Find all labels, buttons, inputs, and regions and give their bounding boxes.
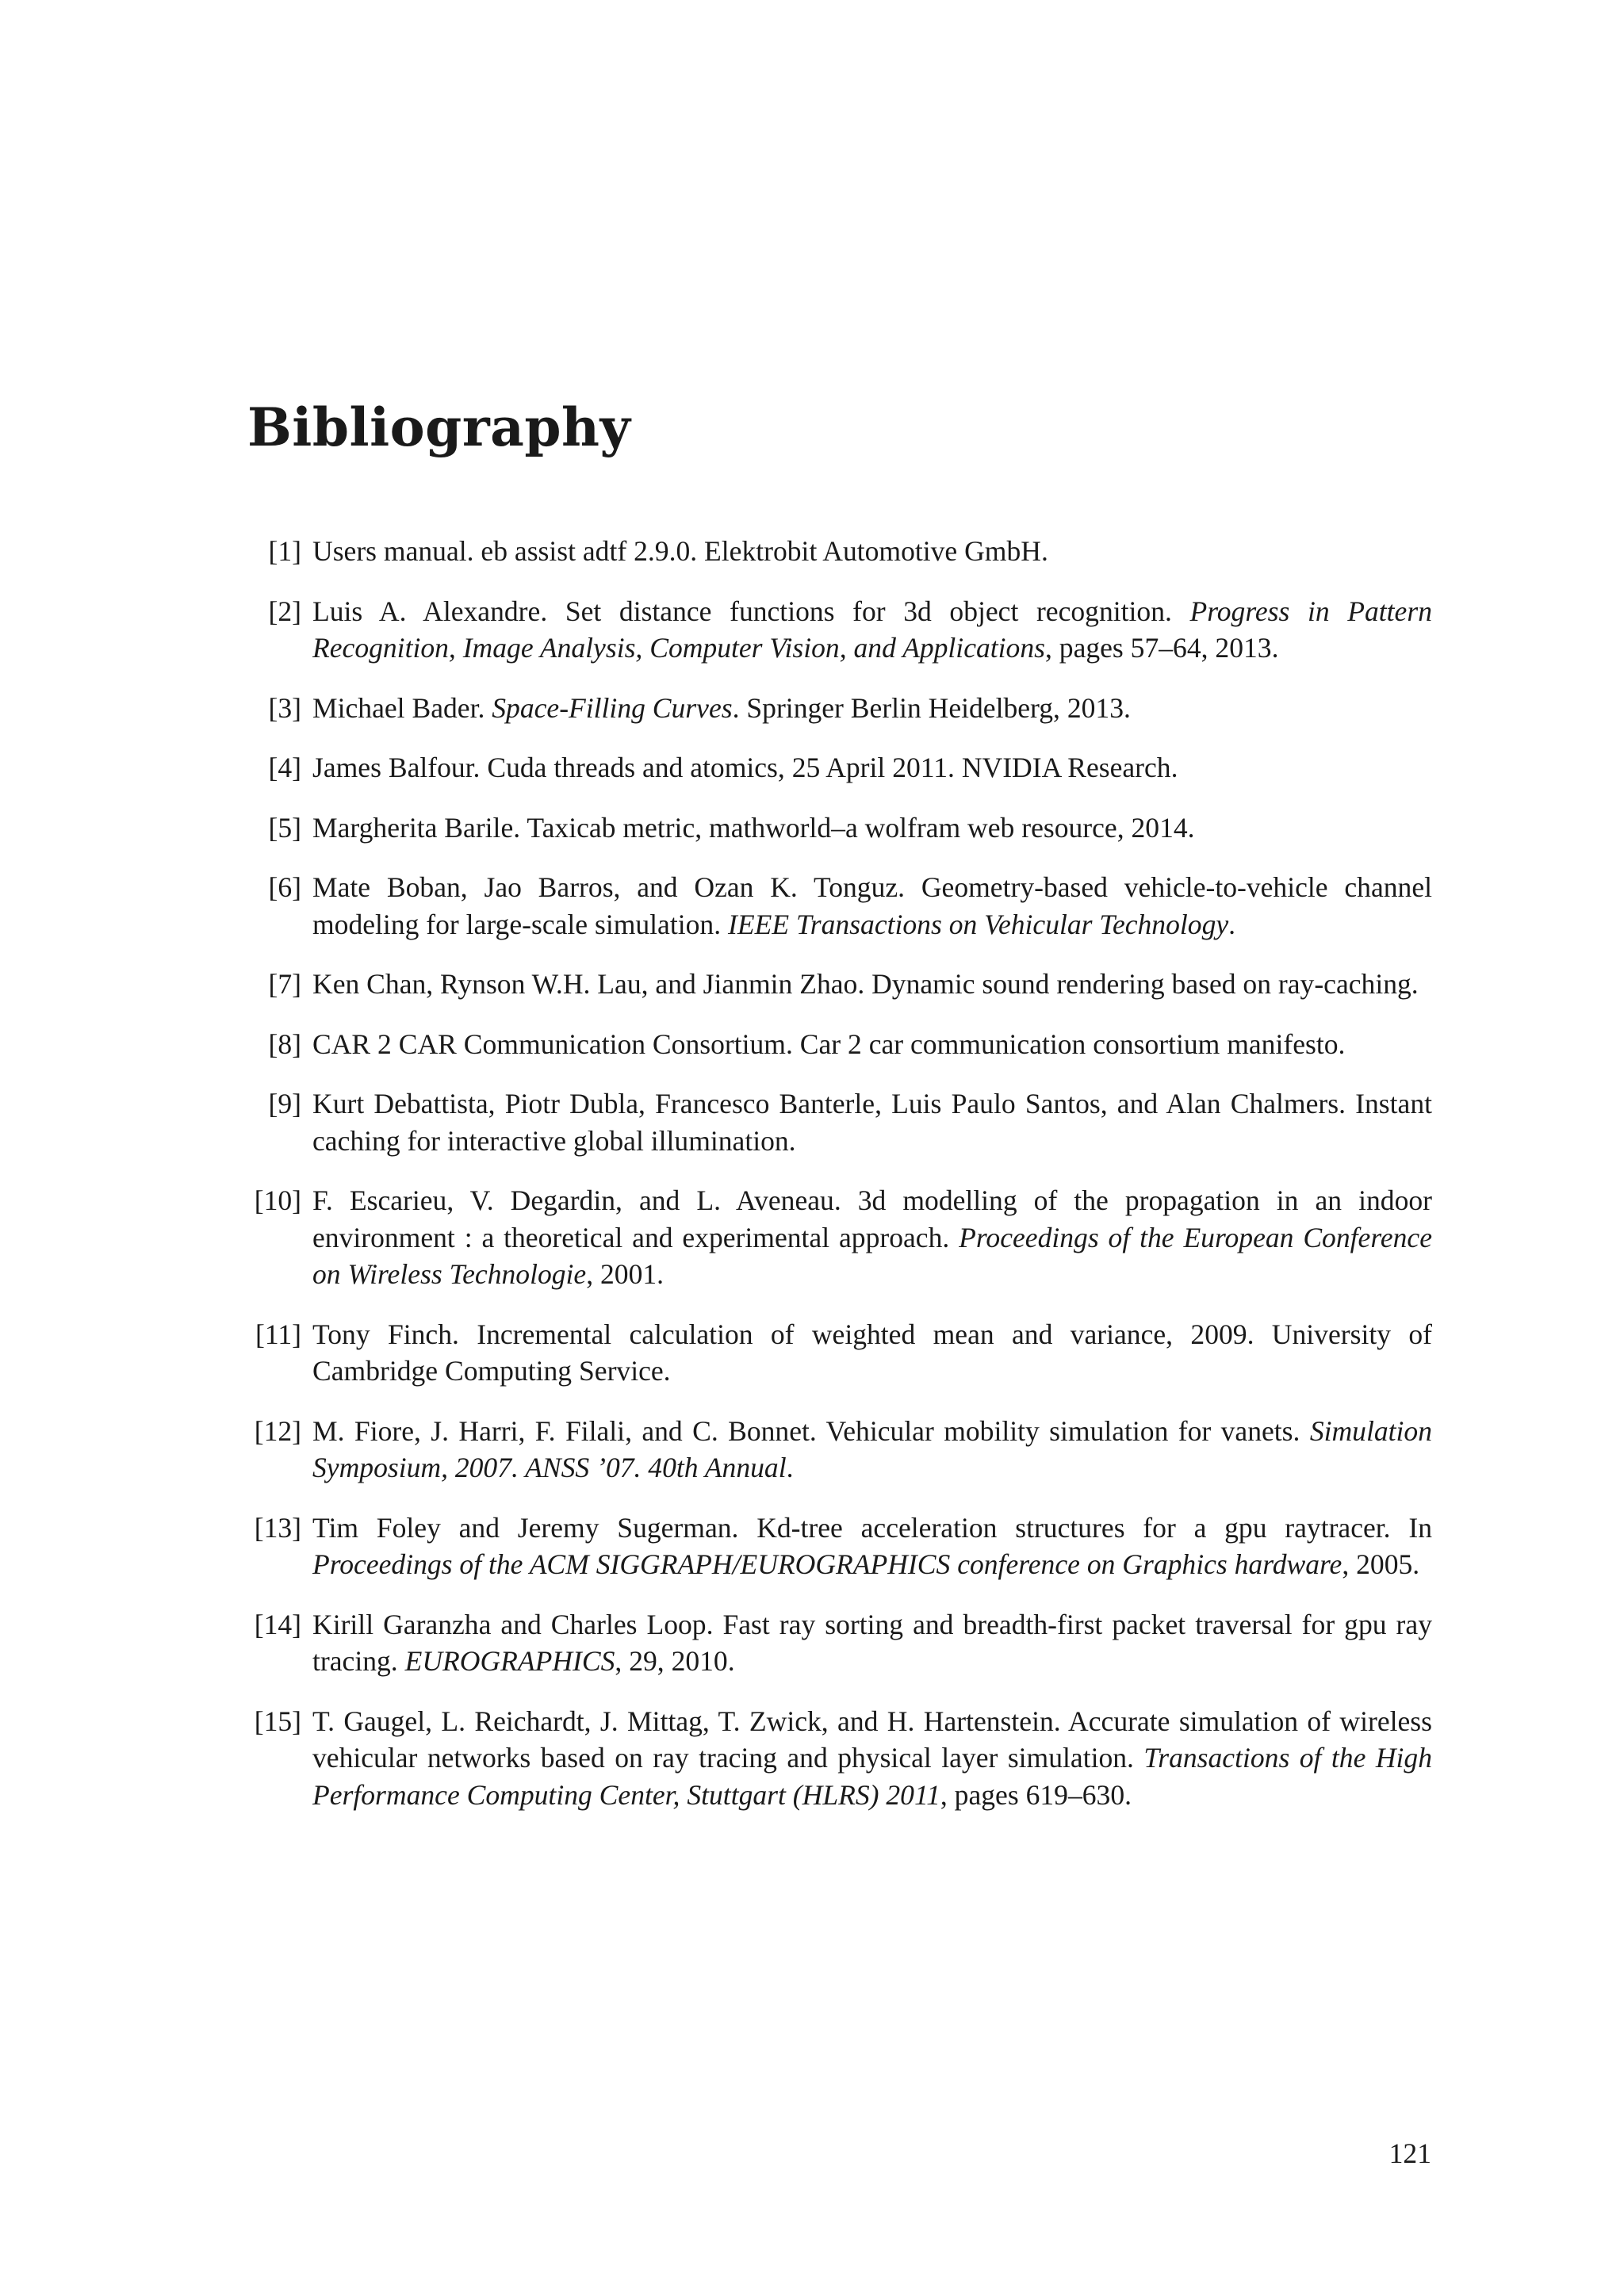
reference-text [312,595,1432,664]
reference-authors-title: Michael Bader. [312,691,485,724]
reference-details: , 2001. [586,1258,665,1290]
reference-text [312,535,1048,567]
reference-text [312,1415,1432,1484]
reference-entry [238,690,1432,727]
reference-authors-title: Users manual. eb assist adtf 2.9.0. Elektrobit Automotive GmbH. [312,535,1048,567]
reference-details: , pages 57–64, 2013. [1044,632,1279,664]
reference-entry [238,1316,1432,1390]
reference-text [312,871,1432,940]
reference-entry [238,809,1432,847]
reference-venue: Proceedings of the ACM SIGGRAPH/EUROGRAPHICS conference on Graphics hardware [312,1548,1342,1580]
reference-label: [3] [268,691,301,724]
reference-text [312,1609,1432,1678]
reference-label: [2] [268,595,301,627]
reference-venue: Transactions of the High Performance Computing Center, Stuttgart (HLRS) 2011 [312,1742,1432,1811]
reference-venue: EUROGRAPHICS [404,1645,615,1677]
reference-venue: Space-Filling Curves [492,691,733,724]
reference-entry [238,1182,1432,1293]
reference-entry [238,1413,1432,1487]
reference-entry [238,966,1432,1003]
reference-authors-title: M. Fiore, J. Harri, F. Filali, and C. Bonnet. Vehicular mobility simulation for vanets. [312,1414,1300,1447]
reference-authors-title: T. Gaugel, L. Reichardt, J. Mittag, T. Zwick, and H. Hartenstein. Accurate simulation of wireless vehicular networks based on ray tracing and physical layer simulation. [312,1705,1432,1774]
reference-details: . Springer Berlin Heidelberg, 2013. [732,691,1131,724]
reference-text [312,1088,1432,1157]
reference-authors-title: Tony Finch. Incremental calculation of weighted mean and variance, 2009. University of Cambridge Computing Service. [312,1318,1432,1387]
reference-entry [238,1606,1432,1680]
reference-entry [238,1085,1432,1159]
reference-authors-title: Kirill Garanzha and Charles Loop. Fast ray sorting and breadth-first packet traversal for gpu ray tracing. [312,1608,1432,1677]
reference-venue: IEEE Transactions on Vehicular Technology [728,908,1229,940]
reference-entry [238,1703,1432,1814]
reference-venue: Proceedings of the European Conference on Wireless Technologie [312,1221,1433,1290]
reference-text [312,812,1195,844]
reference-label: [8] [268,1027,301,1060]
reference-label: [15] [254,1705,301,1737]
reference-label: [9] [268,1088,301,1119]
reference-label: [10] [254,1184,301,1216]
reference-text [312,1705,1432,1811]
reference-text [312,1318,1432,1387]
reference-text [312,1184,1432,1290]
reference-details: , 2005. [1342,1548,1420,1580]
reference-text [312,692,1131,724]
reference-label: [1] [268,535,301,567]
reference-venue: Simulation Symposium, 2007. ANSS ’07. 40th Annual [312,1414,1432,1483]
reference-label: [4] [268,752,301,783]
reference-authors-title: CAR 2 CAR Communication Consortium. Car 2 car communication consortium manifesto. [312,1027,1346,1060]
reference-text [312,968,1419,1000]
reference-authors-title: Kurt Debattista, Piotr Dubla, Francesco Banterle, Luis Paulo Santos, and Alan Chalmers. Instant caching for interactive global illumination. [312,1088,1432,1157]
reference-text [312,752,1178,783]
reference-label: [7] [268,968,301,1000]
reference-authors-title: Mate Boban, Jao Barros, and Ozan K. Tonguz. Geometry-based vehicle-to-vehicle channel modeling for large-scale simulation. [312,871,1432,940]
reference-details: , 29, 2010. [615,1645,735,1677]
reference-label: [6] [268,871,301,903]
reference-text [312,1028,1345,1060]
reference-entry [238,869,1432,943]
reference-authors-title: Tim Foley and Jeremy Sugerman. Kd-tree acceleration structures for a gpu raytracer. In [312,1511,1432,1544]
reference-details: . [786,1452,794,1483]
reference-entry [238,533,1432,570]
reference-authors-title: Luis A. Alexandre. Set distance functions for 3d object recognition. [312,595,1172,627]
reference-entry [238,1510,1432,1583]
reference-label: [13] [254,1511,301,1544]
reference-authors-title: F. Escarieu, V. Degardin, and L. Aveneau. 3d modelling of the propagation in an indoor environment : a theoretical and experimental approach. [312,1184,1432,1253]
reference-label: [11] [255,1318,301,1350]
reference-entry [238,593,1432,667]
page-number: 121 [1388,2137,1431,2169]
reference-label: [14] [254,1608,301,1640]
reference-entry [238,749,1432,786]
reference-text [312,1512,1432,1581]
reference-authors-title: Margherita Barile. Taxicab metric, mathworld–a wolfram web resource, 2014. [312,811,1195,844]
reference-list [238,533,1432,1836]
reference-authors-title: James Balfour. Cuda threads and atomics, 25 April 2011. NVIDIA Research. [312,752,1178,783]
reference-label: [12] [254,1414,301,1447]
reference-details: . [1228,908,1236,940]
reference-entry [238,1026,1432,1063]
chapter-title: Bibliography [247,396,631,458]
reference-authors-title: Ken Chan, Rynson W.H. Lau, and Jianmin Zhao. Dynamic sound rendering based on ray-caching. [312,968,1419,1000]
reference-label: [5] [268,811,301,844]
reference-details: , pages 619–630. [940,1778,1132,1811]
reference-venue: Progress in Pattern Recognition, Image Analysis, Computer Vision, and Applications [312,595,1432,664]
